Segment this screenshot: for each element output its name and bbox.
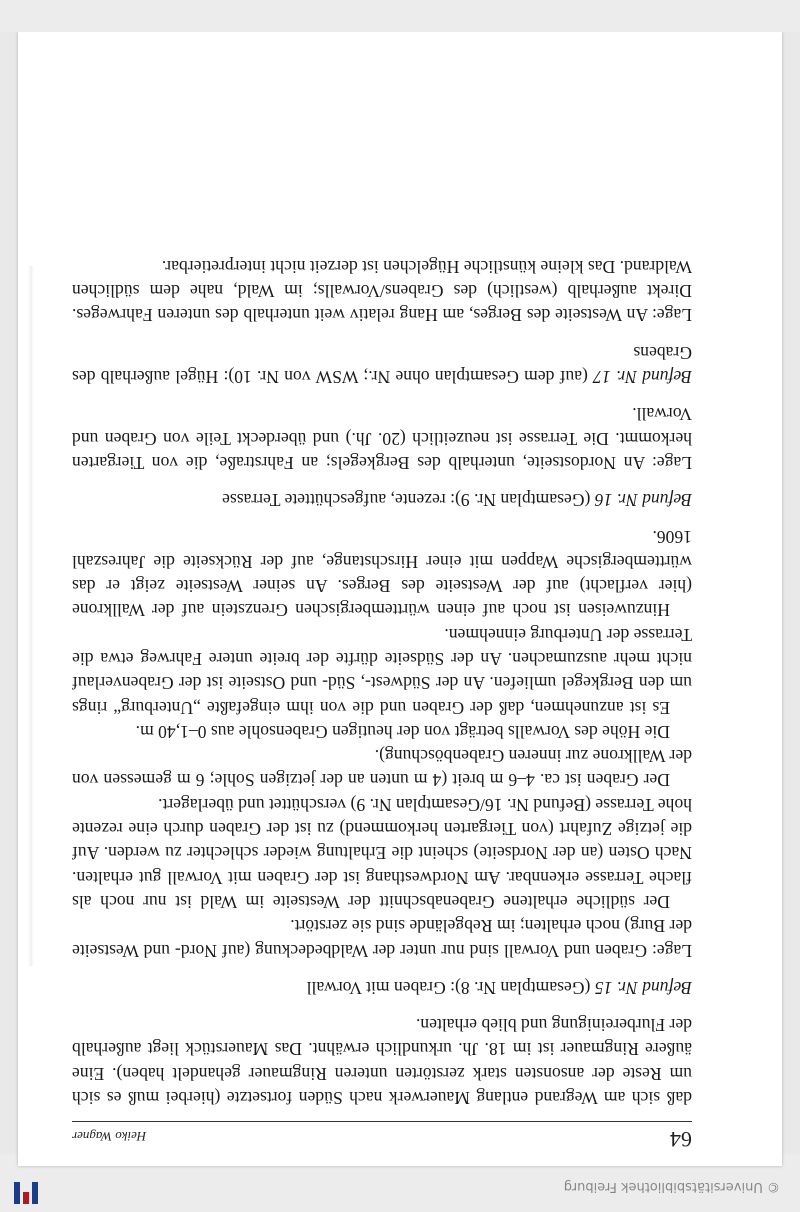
befund-16-lage: Lage: An Nordostseite, unterhalb des Bergkegels; an Fahrstraße, die von Tiergarten herkommt. Die Terrasse ist neuzeitlich (20. Jh.) und überdeckt Teile von Graben und Vorwall. bbox=[72, 404, 692, 473]
befund-15-paragraph-4: Die Höhe des Vorwalls beträgt von der heutigen Grabensohle aus 0–1,40 m. bbox=[135, 721, 670, 742]
befund-15-paragraph-2: Der südliche erhaltene Grabenabschnitt der Westseite im Wald ist nur noch als flache Terrasse erkennbar. Am Nordwesthang ist der Graben mit Vorwall gut erhalten. Nach Osten (an der Nordseite) scheint die Erhaltung wieder schlechter zu werden. Auf die jetzige Zufahrt (von Tiergarten herkommend) zu ist der Graben durch eine rezente hohe Terrasse (Befund Nr. 16/Gesamtplan Nr. 9) verschüttet und überlagert. bbox=[72, 794, 692, 912]
befund-15-title: (Gesamtplan Nr. 8): Graben mit Vorwall bbox=[306, 977, 595, 998]
page-body bbox=[72, 255, 692, 1111]
befund-15-paragraph-5: Es ist anzunehmen, daß der Graben und die von ihm eingefaßte „Unterburg“ rings um den Bergkegel umliefen. An der Südwest-, Süd- und Ostseite ist der Grabenverlauf nicht mehr auszumachen. An der Südseite dürfte der breite untere Fahrweg etwa die Terrasse der Unterburg einnehmen. bbox=[72, 624, 692, 718]
befund-15-heading bbox=[72, 976, 692, 1000]
befund-15-label: Befund Nr. 15 bbox=[594, 977, 692, 998]
befund-17-title: (auf dem Gesamtplan ohne Nr.; WSW von Nr. 10): Hügel außerhalb des Grabens bbox=[72, 342, 692, 387]
befund-17-lage: Lage: An Westseite des Berges, am Hang relativ weit unterhalb des unteren Fahrweges. Direkt außerhalb (westlich) des Grabens/Vorwalls; im Wald, nahe dem südlichen Waldrand. Das kleine künstliche Hügelchen ist derzeit nicht interpretierbar. bbox=[72, 256, 692, 326]
page-header bbox=[72, 1121, 692, 1152]
befund-16-heading bbox=[72, 488, 692, 512]
befund-15-lage: Lage: Graben und Vorwall sind nur unter der Waldbedeckung (auf Nord- und Westseite der Burg) noch erhalten; im Rebgelände sind sie zerstört. bbox=[72, 916, 692, 961]
page-number: 64 bbox=[670, 1127, 692, 1152]
befund-17-heading bbox=[72, 340, 692, 389]
copyright-top: © Universitätsbibliothek Freiburg bbox=[563, 1179, 780, 1194]
befund-16-label: Befund Nr. 16 bbox=[594, 490, 692, 511]
befund-16-title: (Gesamtplan Nr. 9): rezente, aufgeschüttete Terrasse bbox=[222, 490, 595, 511]
befund-17-label: Befund Nr. 17 bbox=[593, 366, 692, 387]
befund-15-paragraph-3: Der Graben ist ca. 4–6 m breit (4 m unten an der jetzigen Sohle; 6 m gemessen von der Wallkrone zur inneren Grabenböschung). bbox=[72, 746, 692, 791]
ub-freiburg-logo-icon bbox=[12, 1182, 38, 1204]
running-head: Heiko Wagner bbox=[72, 1129, 147, 1144]
page-crease bbox=[28, 266, 34, 966]
bottom-strip bbox=[0, 0, 800, 32]
paragraph-continuation: daß sich am Wegrand entlang Mauerwerk nach Süden fortsetzte (hierbei muß es sich um Reste der ansonsten stark zerstörten unteren Ringmauer gehandelt haben). Eine äußere Ringmauer ist im 18. Jh. urkundlich erwähnt. Das Mauerstück liegt außerhalb der Flurbereinigung und blieb erhalten. bbox=[72, 1015, 692, 1108]
befund-15-paragraph-6: Hinzuweisen ist noch auf einen württembergischen Grenzstein auf der Wallkrone (hier verflacht) auf der Westseite des Berges. An seiner Westseite zeigt er das württembergische Wappen mit einer Hirschstange, auf der Rückseite die Jahreszahl 1606. bbox=[72, 527, 692, 621]
